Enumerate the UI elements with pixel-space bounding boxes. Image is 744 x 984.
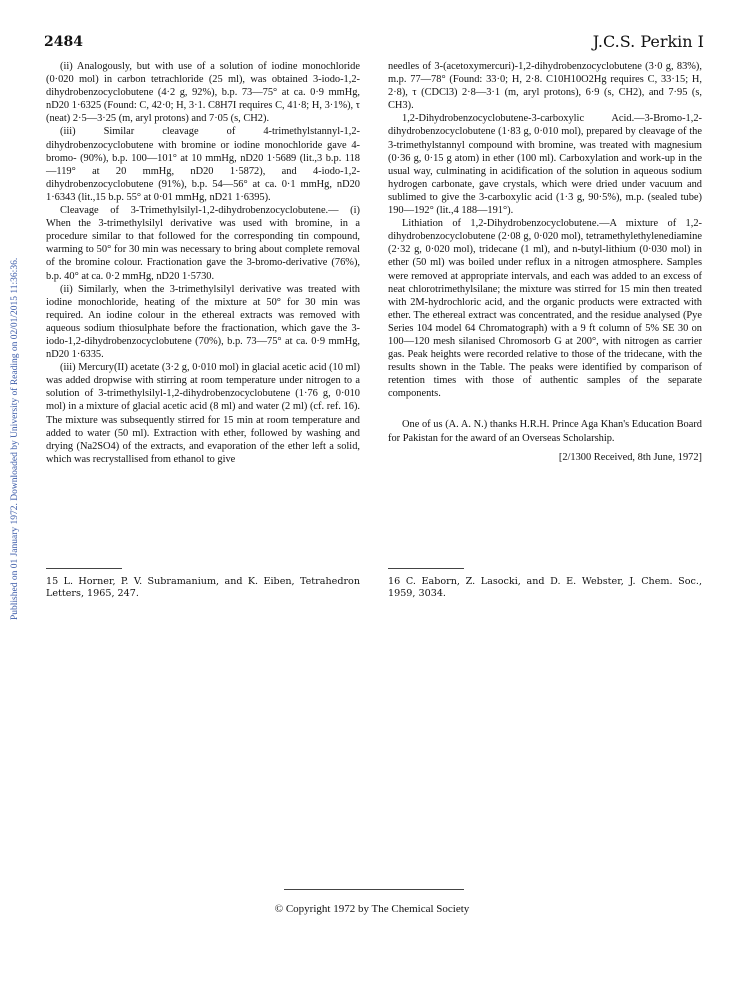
footnote-15: 15 L. Horner, P. V. Subramanium, and K. Eiben, Tetrahedron Letters, 1965, 247. <box>46 576 360 599</box>
paragraph: (ii) Similarly, when the 3-trimethylsilyl derivative was treated with iodine monochloride, heating of the mixture at 50° for 30 min was required. An iodine colour in the ethereal extracts was removed with aqueous sodium thiosulphate before the fractionation, which gave the 3-iodo-1,2-dihydrobenzocyclobutene (70%), b.p. 73—75° at ca. 0·9 mmHg, nD20 1·6335. <box>46 283 360 361</box>
paragraph: needles of 3-(acetoxymercuri)-1,2-dihydrobenzocyclobutene (3·0 g, 83%), m.p. 77—78° (Found: 33·0; H, 2·8. C10H10O2Hg requires C, 33·15; H, 2·8), τ (CDCl3) 2·8—3·1 (m, aryl protons), 6·9 (s, CH2), and 7·95 (s, CH3). <box>388 61 702 112</box>
paragraph: 1,2-Dihydrobenzocyclobutene-3-carboxylic Acid.—3-Bromo-1,2-dihydrobenzocyclobutene (1·83 g, 0·010 mol), prepared by cleavage of the 3-trimethylstannyl compound with bromine, was treated with magnesium (0·36 g, 0·15 g atom) in ether (100 ml). Carboxylation and work-up in the usual way, culminating in acidification of the solution in aqueous sodium hydrogen carbonate, gave crystals, which were dried under vacuum and sublimed to give the 3-carboxylic acid (1·3 g, 90·5%), m.p. (sealed tube) 190—192° (lit.,4 188—191°). <box>388 113 702 217</box>
download-stamp <box>2 60 18 620</box>
paragraph: Lithiation of 1,2-Dihydrobenzocyclobutene.—A mixture of 1,2-dihydrobenzocyclobutene (2·08 g, 0·020 mol), tetramethylethylenediamine (2·32 g, 0·020 mol), tridecane (1 ml), and n-butyl-lithium (0·030 mol) in ether (50 ml) was boiled under reflux in a nitrogen atmosphere. Samples were removed at appropriate intervals, and each was added to an excess of neat chlorotrimethylsilane; the mixture was stirred for 15 min then treated with 2M-hydrochloric acid, and the organic products were extracted with ether. The ethereal extract was concentrated, and the residue analysed (Pye Series 104 model 64 Chromatograph) with a 9 ft column of 5% SE 30 on 100—120 mesh silanised Chromosorb G at 200°, with nitrogen as carrier gas. Peak heights were recorded relative to those of the tridecane, with the results shown in the Table. The peaks were identified by comparison of retention times with those of authentic samples of the separate components. <box>388 218 702 400</box>
copyright-notice: © Copyright 1972 by The Chemical Society <box>274 903 470 915</box>
page-number: 2484 <box>44 34 83 50</box>
paragraph: (ii) Analogously, but with use of a solution of iodine monochloride (0·020 mol) in carbon tetrachloride (25 ml), was obtained 3-iodo-1,2-dihydrobenzocyclobutene (4·2 g, 92%), b.p. 73—75° at ca. 0·9 mmHg, nD20 1·6325 (Found: C, 42·0; H, 3·1. C8H7I requires C, 41·8; H, 3·1%), τ (neat) 2·5—3·25 (m, aryl protons) and 7·05 (s, CH2). <box>46 61 360 125</box>
footnote-16: 16 C. Eaborn, Z. Lasocki, and D. E. Webster, J. Chem. Soc., 1959, 3034. <box>388 576 702 599</box>
left-column <box>46 60 360 466</box>
download-stamp-text: Published on 01 January 1972. Downloaded by University of Reading on 02/01/2015 11:36:36. <box>10 257 20 620</box>
left-footnotes <box>46 560 360 600</box>
copyright-rule <box>284 889 464 890</box>
paragraph: Cleavage of 3-Trimethylsilyl-1,2-dihydrobenzocyclobutene.— (i) When the 3-trimethylsilyl derivative was used with bromine, in a procedure similar to that followed for the corresponding tin compound, warming to 50° for 30 min was necessary to bring about complete removal of the bromine colour. Fractionation gave the 3-bromo-derivative (76%), b.p. 40° at ca. 0·2 mmHg, nD20 1·5730. <box>46 205 360 282</box>
acknowledgement: One of us (A. A. N.) thanks H.R.H. Prince Aga Khan's Education Board for Pakistan for the award of an Overseas Scholarship. <box>388 419 702 444</box>
right-footnotes <box>388 560 702 600</box>
page-header <box>44 34 704 56</box>
footnote-rule <box>46 568 122 569</box>
footnote-rule <box>388 568 464 569</box>
paragraph: (iii) Similar cleavage of 4-trimethylstannyl-1,2-dihydrobenzocyclobutene with bromine or iodine monochloride gave 4-bromo- (90%), b.p. 100—101° at 10 mmHg, nD20 1·5689 (lit.,3 b.p. 118—119° at 20 mmHg, nD20 1·5872), and 4-iodo-1,2-dihydrobenzocyclobutene (91%), b.p. 54—56° at ca. 0·1 mmHg, nD20 1·6343 (lit.,15 b.p. 55° at 0·01 mmHg, nD21 1·6395). <box>46 126 360 203</box>
right-column <box>388 60 702 464</box>
received-date: [2/1300 Received, 8th June, 1972] <box>558 451 702 463</box>
paragraph: (iii) Mercury(II) acetate (3·2 g, 0·010 mol) in glacial acetic acid (10 ml) was added dropwise with stirring at room temperature under nitrogen to a solution of 3-trimethylsilyl-1,2-dihydrobenzocyclobutene (1·76 g, 0·010 mol) in a mixture of glacial acetic acid (8 ml) and water (2 ml) (cf. ref. 16). The mixture was subsequently stirred for 15 min at room temperature and added to water (50 ml). Extraction with ether, followed by washing and drying (Na2SO4) of the extracts, and evaporation of the ether left a solid, which was recrystallised from ethanol to give <box>46 362 360 465</box>
journal-title: J.C.S. Perkin I <box>592 32 704 51</box>
